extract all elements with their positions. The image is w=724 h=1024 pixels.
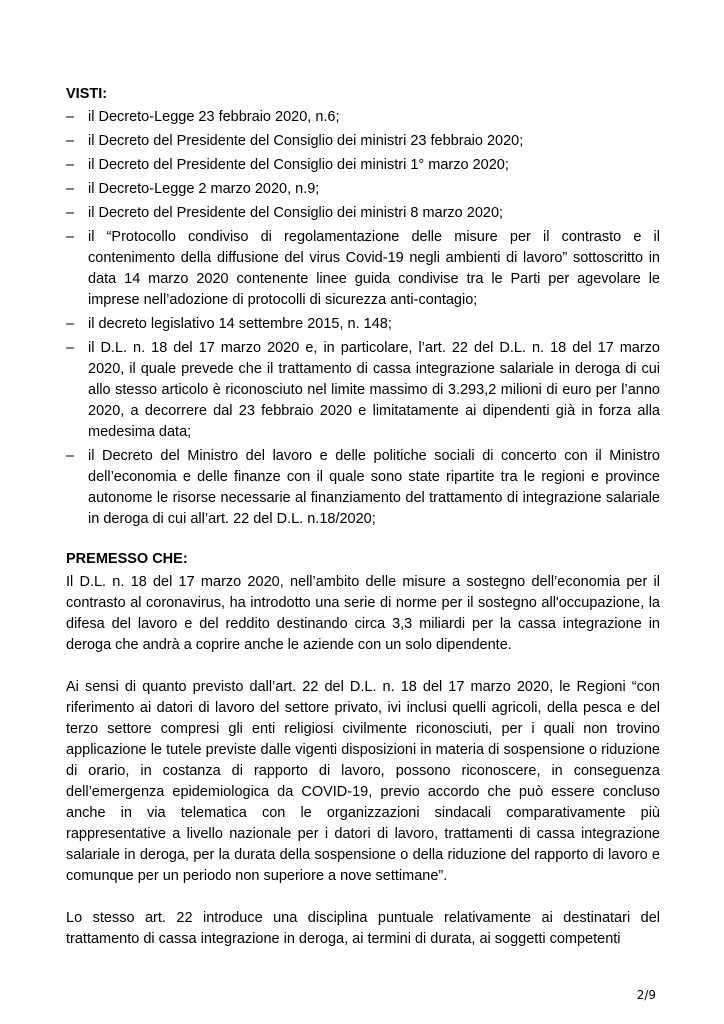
list-item-text: il Decreto-Legge 2 marzo 2020, n.9; [88,181,320,197]
section-gap [66,533,660,549]
dash-bullet: – [66,340,75,356]
dash-bullet: – [66,109,75,125]
list-item-text: il decreto legislativo 14 settembre 2015, n. 148; [88,316,392,332]
list-item [66,131,660,152]
list-item-text: il Decreto del Presidente del Consiglio dei ministri 8 marzo 2020; [88,205,504,221]
list-item-text: il Decreto del Presidente del Consiglio dei ministri 1° marzo 2020; [88,157,509,173]
list-item [66,338,660,443]
list-item [66,446,660,530]
list-item-text: il Decreto del Ministro del lavoro e delle politiche sociali di concerto con il Ministro dell’economia e delle finanze con il quale sono state ripartite tra le regioni e province autonome le risorse necessarie al finanziamento del trattamento di integrazione salariale in deroga di cui all’art. 22 del D.L. n.18/2020; [88,448,660,527]
dash-bullet: – [66,205,75,221]
visti-list [66,107,660,530]
body-paragraph: Ai sensi di quanto previsto dall’art. 22 del D.L. n. 18 del 17 marzo 2020, le Regioni “con riferimento ai datori di lavoro del settore privato, ivi inclusi quelli agricoli, della pesca e del terzo settore compresi gli enti religiosi civilmente riconosciuti, per i quali non trovino applicazione le tutele previste dalle vigenti disposizioni in materia di sospensione o riduzione di orario, in costanza di rapporto di lavoro, possono riconoscere, in conseguenza dell’emergenza epidemiologica da COVID-19, previo accordo che può essere concluso anche in via telematica con le organizzazioni sindacali comparativamente più rappresentative a livello nazionale per i datori di lavoro, trattamenti di cassa integrazione salariale in deroga, per la durata della sospensione o della riduzione del rapporto di lavoro e comunque per un periodo non superiore a nove settimane”. [66,679,660,884]
dash-bullet: – [66,181,75,197]
premesso-heading: PREMESSO CHE: [66,551,188,567]
dash-bullet: – [66,316,75,332]
list-item [66,203,660,224]
page-content [66,84,660,971]
dash-bullet: – [66,229,75,245]
list-item-text: il Decreto-Legge 23 febbraio 2020, n.6; [88,109,340,125]
dash-bullet: – [66,448,75,464]
body-paragraph: Lo stesso art. 22 introduce una disciplina puntuale relativamente ai destinatari del trattamento di cassa integrazione in deroga, ai termini di durata, ai soggetti competenti [66,910,660,947]
visti-heading: VISTI: [66,86,108,102]
list-item [66,155,660,176]
body-paragraph: Il D.L. n. 18 del 17 marzo 2020, nell’ambito delle misure a sostegno dell’economia per il contrasto al coronavirus, ha introdotto una serie di norme per il sostegno all'occupazione, la difesa del lavoro e del reddito destinando circa 3,3 miliardi per la cassa integrazione in deroga che andrà a coprire anche le aziende con un solo dipendente. [66,574,660,653]
dash-bullet: – [66,133,75,149]
list-item [66,107,660,128]
page-number: 2/9 [636,988,656,1002]
list-item [66,227,660,311]
list-item [66,179,660,200]
list-item [66,314,660,335]
list-item-text: il “Protocollo condiviso di regolamentazione delle misure per il contrasto e il contenimento della diffusione del virus Covid-19 negli ambienti di lavoro” sottoscritto in data 14 marzo 2020 contenente linee guida condivise tra le Parti per agevolare le imprese nell’adozione di protocolli di sicurezza anti-contagio; [88,229,660,308]
dash-bullet: – [66,157,75,173]
list-item-text: il Decreto del Presidente del Consiglio dei ministri 23 febbraio 2020; [88,133,524,149]
list-item-text: il D.L. n. 18 del 17 marzo 2020 e, in particolare, l’art. 22 del D.L. n. 18 del 17 marzo 2020, il quale prevede che il trattamento di cassa integrazione salariale in deroga di cui allo stesso articolo è riconosciuto nel limite massimo di 3.293,2 milioni di euro per l’anno 2020, a decorrere dal 23 febbraio 2020 e limitatamente ai dipendenti già in forza alla medesima data; [88,340,660,440]
